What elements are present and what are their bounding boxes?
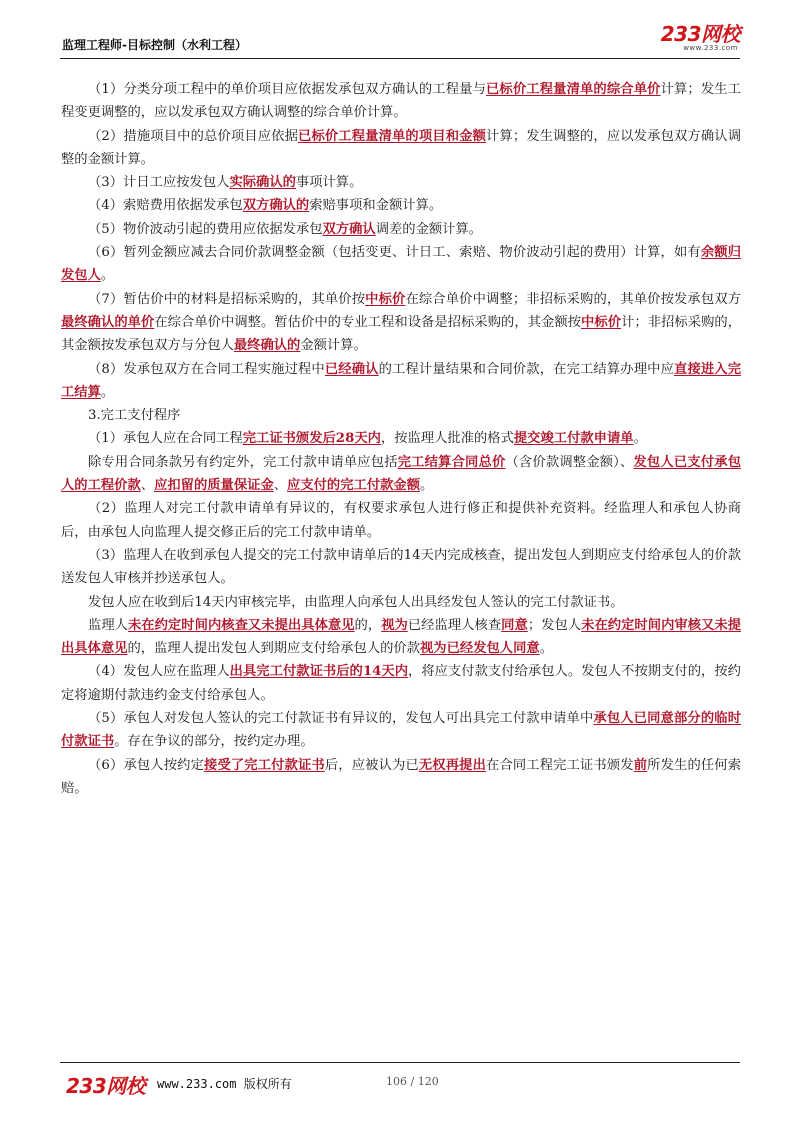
text-run: 3.完工支付程序 [88, 408, 181, 424]
key-term: 完工结算合同总价 [397, 454, 506, 470]
text-run: 在综合单价中调整；非招标采购的，其单价按发承包双方 [405, 291, 742, 307]
text-run: 在合同工程完工证书颁发 [486, 757, 634, 773]
text-run: 监理人 [88, 617, 128, 633]
key-term: 双方确认 [322, 221, 376, 237]
key-term: 双方确认的 [242, 198, 310, 214]
text-run: 的，监理人提出发包人到期应支付给承包人的价款 [127, 641, 421, 657]
key-term: 发包人已支付承包人的工程价款 [61, 454, 742, 494]
footer-divider [60, 1062, 740, 1063]
key-term: 最终确认的 [233, 338, 301, 354]
key-term: 最终确认的单价 [61, 314, 155, 330]
header-title: 监理工程师-目标控制（水利工程） [62, 38, 247, 52]
key-term: 应支付的完工付款金额 [287, 478, 421, 494]
key-term: 应扣留的质量保证金 [154, 478, 274, 494]
text-run: 、 [140, 478, 155, 494]
paragraph [61, 614, 741, 661]
text-run: 。 [100, 384, 115, 400]
text-run: 。 [100, 268, 115, 284]
text-run: 索赔事项和金额计算。 [309, 198, 443, 214]
text-run: ；发包人 [527, 617, 582, 633]
key-term: 已标价工程量清单的综合单价 [486, 82, 661, 97]
brand-logo-text: 233网校 [660, 22, 740, 46]
paragraph [61, 218, 741, 241]
key-term: 未在约定时间内审核又未提出具体意见 [61, 617, 742, 657]
key-term: 完工证书颁发后28天内 [242, 431, 381, 447]
key-term: 接受了完工付款证书 [204, 757, 325, 773]
text-run: 。 [420, 478, 434, 494]
document-body [61, 78, 741, 800]
brand-logo [661, 24, 740, 53]
paragraph [61, 451, 741, 498]
text-run: 金额计算。 [300, 338, 367, 354]
page-header [60, 24, 740, 58]
key-term: 出具完工付款证书后的14天内 [229, 664, 409, 680]
text-run: （1）承包人应在合同工程 [88, 431, 243, 447]
page-footer [60, 1062, 740, 1102]
text-run: 已经监理人核查 [407, 617, 502, 633]
key-term: 实际确认的 [229, 175, 296, 191]
paragraph [61, 660, 741, 707]
text-run: ，按监理人批准的格式 [380, 431, 514, 447]
text-run: （4）发包人应在监理人 [88, 664, 230, 680]
paragraph [61, 754, 741, 801]
text-run: 的工程计量结果和合同价款，在完工结算办理中应 [378, 361, 675, 377]
page-number: 106 / 120 [386, 1075, 439, 1088]
text-run: （8）发承包双方在合同工程实施过程中 [88, 361, 325, 377]
text-run: （3）计日工应按发包人 [88, 175, 230, 191]
paragraph [61, 288, 741, 358]
brand-logo-url: www.233.com [683, 44, 738, 52]
text-run: 计算；发生工程变更调整的，应以发承包双方确认调整的综合单价计算。 [61, 82, 741, 121]
text-run: 所发生的任何索赔。 [61, 757, 742, 796]
text-run: 除专用合同条款另有约定外，完工付款申请单应包括 [88, 454, 398, 470]
key-term: 已标价工程量清单的项目和金额 [298, 128, 487, 144]
paragraph [61, 497, 741, 544]
text-run: 计；非招标采购的，其金额按发承包双方与分包人 [61, 314, 742, 354]
paragraph [61, 358, 741, 405]
key-term: 中标价 [365, 291, 406, 307]
text-run: （3）监理人在收到承包人提交的完工付款申请单后的14天内完成核查，提出发包人到期应支付给承包人的价款送发包人审核并抄送承包人。 [61, 547, 741, 587]
text-run: （含价款调整金额）、 [505, 454, 634, 470]
key-term: 已经确认 [324, 361, 379, 377]
header-divider [60, 58, 740, 59]
text-run: 调差的金额计算。 [375, 221, 483, 237]
key-term: 承包人已同意部分的临时付款证书 [61, 711, 741, 750]
text-run: ，将应支付款支付给承包人。发包人不按期支付的，按约定将逾期付款违约金支付给承包人。 [61, 664, 741, 703]
key-term: 余额归发包人 [61, 245, 741, 284]
text-run: （5）物价波动引起的费用应依据发承包 [88, 221, 323, 237]
text-run: （2）监理人对完工付款申请单有异议的，有权要求承包人进行修正和提供补充资料。经监理人和承包人协商后，由承包人向监理人提交修正后的完工付款申请单。 [61, 501, 741, 540]
text-run: 事项计算。 [295, 175, 363, 191]
paragraph [61, 194, 741, 217]
key-term: 同意 [501, 617, 528, 633]
paragraph [61, 427, 741, 450]
text-run: （5）承包人对发包人签认的完工付款证书有异议的，发包人可出具完工付款申请单中 [88, 711, 594, 727]
text-run: （6）承包人按约定 [88, 757, 205, 773]
key-term: 提交竣工付款申请单 [513, 431, 634, 447]
key-term: 未在约定时间内核查又未提出具体意见 [127, 617, 355, 633]
text-run: 发包人应在收到后14天内审核完毕，由监理人向承包人出具经发包人签认的完工付款证书。 [88, 594, 624, 610]
paragraph [61, 707, 741, 754]
text-run: （7）暂估价中的材料是招标采购的，其单价按 [88, 291, 366, 307]
paragraph [61, 241, 741, 288]
paragraph [61, 591, 741, 614]
key-term: 前 [633, 757, 648, 773]
key-term: 视为已经发包人同意 [420, 641, 540, 657]
text-run: （1）分类分项工程中的单价项目应依据发承包双方确认的工程量与 [88, 82, 486, 97]
key-term: 直接进入完工结算 [61, 361, 742, 400]
paragraph [61, 171, 741, 194]
key-term: 中标价 [581, 314, 622, 330]
paragraph [61, 78, 741, 125]
text-run: （6）暂列金额应减去合同价款调整金额（包括变更、计日工、索赔、物价波动引起的费用）计算，如有 [88, 245, 701, 261]
text-run: 。 [539, 641, 553, 657]
text-run: 。存在争议的部分，按约定办理。 [114, 734, 314, 750]
paragraph [61, 125, 741, 172]
footer-logo: 233网校 [66, 1074, 146, 1098]
text-run: 计算；发生调整的，应以发承包双方确认调整的金额计算。 [61, 128, 742, 167]
text-run: 。 [633, 431, 647, 447]
paragraph [61, 404, 741, 427]
text-run: （2）措施项目中的总价项目应依据 [88, 128, 299, 144]
text-run: 的， [354, 617, 382, 633]
key-term: 无权再提出 [418, 757, 487, 773]
text-run: 后，应被认为已 [324, 757, 419, 773]
text-run: （4）索赔费用依据发承包 [88, 198, 243, 214]
text-run: 、 [273, 478, 288, 494]
text-run: 在综合单价中调整。暂估价中的专业工程和设备是招标采购的，其金额按 [154, 314, 582, 330]
key-term: 视为 [381, 617, 408, 633]
paragraph [61, 544, 741, 591]
footer-copyright: www.233.com 版权所有 [157, 1077, 292, 1091]
